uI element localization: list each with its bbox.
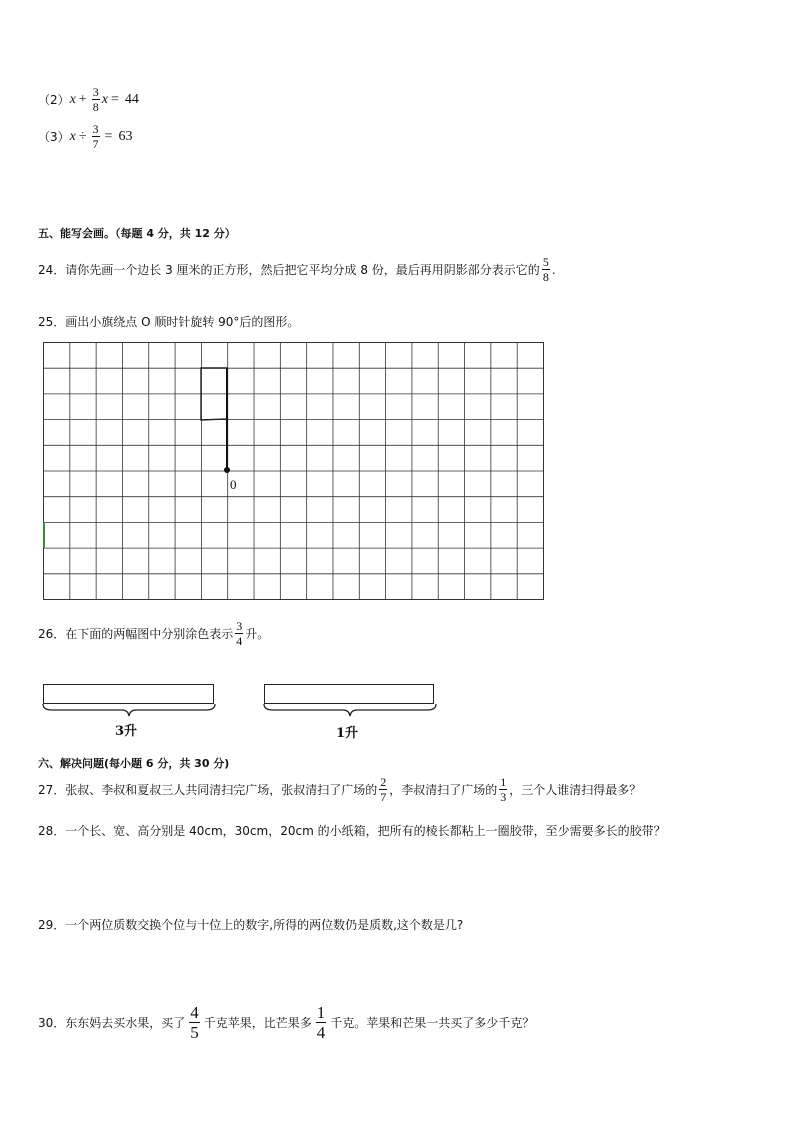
bar-1-liter-label: 1升	[336, 726, 359, 741]
bar-1-liter[interactable]	[264, 684, 434, 704]
numerator: 2	[380, 775, 387, 789]
numerator: 1	[500, 775, 507, 789]
numerator: 3	[92, 85, 99, 99]
question-27-text-2: ，李叔清扫了广场的	[389, 783, 498, 797]
equals-sign: =	[104, 128, 113, 144]
numerator: 3	[236, 619, 243, 633]
question-24	[38, 256, 556, 283]
question-26-text: 26．在下面的两幅图中分别涂色表示	[38, 627, 234, 641]
grid-lines	[44, 343, 544, 600]
brace-3-liters	[42, 703, 216, 719]
divide-sign: ÷	[78, 128, 87, 144]
section-6-title: 六、解决问题(每小题 6 分，共 30 分)	[38, 757, 230, 770]
question-30-text-3: 千克。苹果和芒果一共买了多少千克？	[330, 1016, 535, 1030]
denominator: 8	[542, 270, 549, 284]
fraction	[189, 1004, 200, 1041]
equation-3	[38, 123, 135, 150]
question-29: 29．一个两位质数交换个位与十位上的数字,所得的两位数仍是质数,这个数是几?	[38, 918, 464, 932]
denominator: 7	[92, 137, 99, 151]
question-28: 28．一个长、宽、高分别是 40cm，30cm，20cm 的小纸箱，把所有的棱长都粘上一圈胶带，至少需要多长的胶带？	[38, 824, 666, 838]
rotation-point-o	[224, 467, 230, 473]
equation-2	[38, 86, 142, 113]
fraction	[92, 123, 100, 150]
unit-sheng: 升。	[245, 627, 270, 641]
question-27	[38, 776, 641, 803]
denominator: 5	[190, 1023, 199, 1042]
question-30	[38, 1004, 534, 1041]
equals-sign: =	[110, 91, 119, 107]
question-24-text: 24．请你先画一个边长 3 厘米的正方形，然后把它平均分成 8 份，最后再用阴影部分表示它的	[38, 263, 540, 277]
fraction	[542, 256, 550, 283]
variable-x: x	[69, 91, 76, 107]
rhs-value: 44	[124, 91, 139, 107]
numerator: 4	[190, 1003, 199, 1022]
question-27-text-1: 27．张叔、李叔和夏叔三人共同清扫完广场，张叔清扫了广场的	[38, 783, 378, 797]
point-o-label: 0	[230, 477, 237, 492]
question-30-text-1: 30．东东妈去买水果，买了	[38, 1016, 186, 1030]
numerator: 3	[92, 122, 99, 136]
bar-3-liters[interactable]	[43, 684, 214, 704]
fraction	[92, 86, 100, 113]
question-26	[38, 620, 269, 647]
period: .	[551, 262, 556, 277]
equation-label: （2）	[38, 93, 70, 107]
denominator: 8	[92, 100, 99, 114]
fraction	[379, 776, 387, 803]
denominator: 4	[316, 1023, 326, 1042]
denominator: 7	[380, 790, 387, 804]
brace-1-liter	[263, 703, 437, 719]
bar-3-liters-label: 3升	[115, 724, 138, 739]
drawing-grid[interactable]	[43, 342, 545, 602]
question-25: 25．画出小旗绕点 O 顺时针旋转 90°后的图形。	[38, 315, 300, 329]
rhs-value: 63	[118, 128, 133, 144]
denominator: 4	[236, 634, 243, 648]
equation-label: （3）	[38, 130, 70, 144]
fraction	[316, 1004, 327, 1041]
fraction	[499, 776, 507, 803]
question-30-text-2: 千克苹果，比芒果多	[203, 1016, 312, 1030]
fraction	[235, 620, 243, 647]
denominator: 3	[500, 790, 507, 804]
numerator: 1	[316, 1003, 326, 1022]
question-27-text-3: ，三个人谁清扫得最多？	[509, 783, 642, 797]
section-5-title: 五、能写会画。（每题 4 分，共 12 分）	[38, 227, 236, 240]
numerator: 5	[542, 255, 549, 269]
variable-x: x	[101, 91, 108, 107]
plus-sign: +	[78, 91, 87, 107]
variable-x: x	[69, 128, 76, 144]
